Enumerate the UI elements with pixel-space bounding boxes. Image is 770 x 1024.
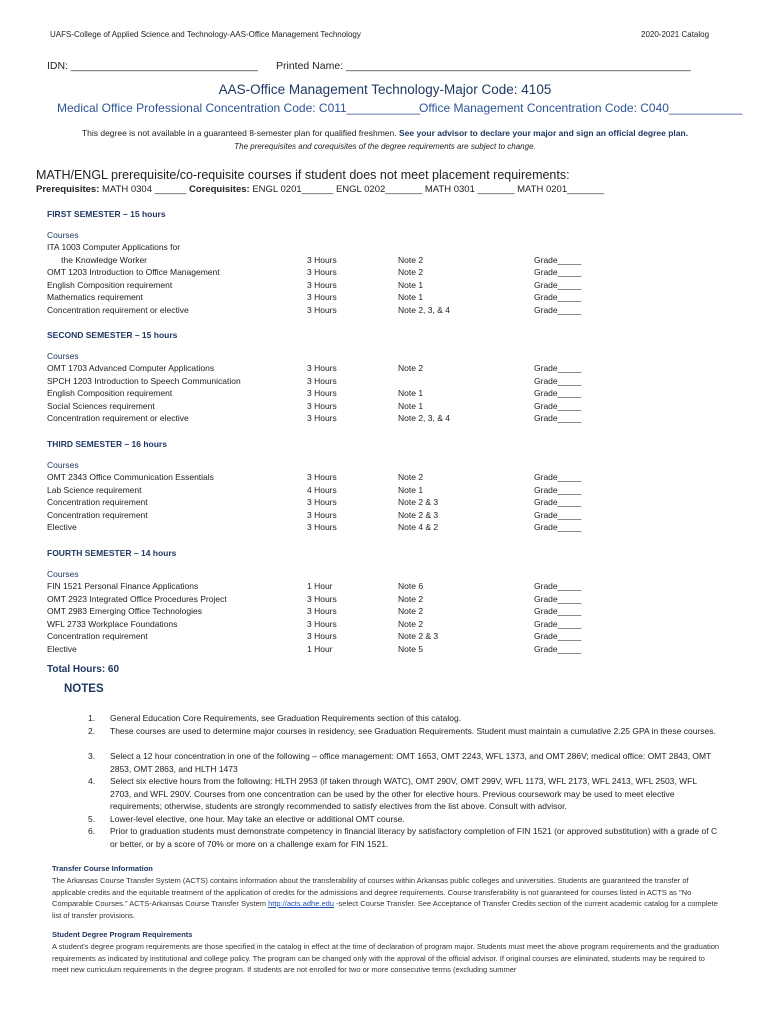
course-name: Concentration requirement <box>47 631 148 642</box>
course-hours: 3 Hours <box>307 267 337 278</box>
semester-title: THIRD SEMESTER – 16 hours <box>47 439 167 449</box>
course-name: OMT 1703 Advanced Computer Applications <box>47 363 215 373</box>
course-hours: 3 Hours <box>307 472 337 482</box>
course-hours: 3 Hours <box>307 509 337 520</box>
note-number: 3. <box>88 751 96 761</box>
course-hours: 4 Hours <box>307 484 337 495</box>
coreq-label: Corequisites: <box>188 184 250 195</box>
notice-advisor-text: See your advisor to declare your major and sign an official degree plan. <box>398 128 689 138</box>
course-note: Note 1 <box>398 292 424 303</box>
course-name: OMT 2343 Office Communication Essentials <box>47 472 214 482</box>
course-hours: 3 Hours <box>307 618 337 629</box>
notice-plain-text: This degree is not available in a guaranteed 8-semester plan for qualified freshmen. <box>81 128 397 138</box>
course-grade-field[interactable]: Grade_____ <box>534 254 582 265</box>
catalog-header-left: UAFS-College of Applied Science and Technology-AAS-Office Management Technology <box>50 30 361 39</box>
course-hours: 3 Hours <box>307 497 337 508</box>
course-name: Concentration requirement <box>47 497 148 508</box>
note-number: 6. <box>88 826 96 836</box>
course-grade-field[interactable]: Grade_____ <box>534 631 582 642</box>
course-name: OMT 1203 Introduction to Office Management <box>47 267 220 278</box>
degree-plan-notice <box>0 128 770 138</box>
prereq-label: Prerequisites: <box>36 184 100 195</box>
course-hours: 3 Hours <box>307 363 337 373</box>
notes-heading: NOTES <box>64 683 104 695</box>
total-hours: Total Hours: 60 <box>47 664 120 675</box>
student-requirements-heading: Student Degree Program Requirements <box>52 930 193 939</box>
catalog-header-right: 2020-2021 Catalog <box>641 30 710 39</box>
course-grade-field[interactable]: Grade_____ <box>534 497 582 508</box>
course-note: Note 5 <box>398 644 424 654</box>
course-hours: 3 Hours <box>307 522 337 533</box>
course-grade-field[interactable]: Grade_____ <box>534 522 582 533</box>
course-hours: 3 Hours <box>307 413 337 424</box>
course-grade-field[interactable]: Grade_____ <box>534 581 582 591</box>
course-note: Note 6 <box>398 581 424 591</box>
course-note: Note 2, 3, & 4 <box>398 413 450 424</box>
course-hours: 3 Hours <box>307 305 337 315</box>
idn-field[interactable]: IDN: ________________________________ <box>47 60 258 72</box>
course-note: Note 2 <box>398 606 424 617</box>
course-hours: 3 Hours <box>307 631 337 642</box>
course-grade-field[interactable]: Grade_____ <box>534 644 582 654</box>
note-number: 1. <box>88 713 96 723</box>
course-hours: 3 Hours <box>307 400 337 411</box>
course-name: English Composition requirement <box>47 279 173 290</box>
note-text: Select six elective hours from the following: HLTH 2953 (if taken through WATC), OMT 290V, OMT 299V, WFL 1173, WFL 2173, WFL 2413, WFL 2503, WFL 2703, and WFL 290V. Courses from one concentration can be used by the other for elective hours. Previous coursework may be used to meet elective requirements; otherwise, students are strongly recommended to satisfy electives from the list above. Consult with advisor. <box>110 776 697 811</box>
course-name: the Knowledge Worker <box>47 254 148 265</box>
courses-label: Courses <box>47 351 79 361</box>
course-note: Note 2 <box>398 363 424 373</box>
course-note: Note 1 <box>398 388 424 399</box>
transfer-text: The Arkansas Course Transfer System (ACTS) contains information about the transferability of courses within Arkansas public colleges and universities. Students are guaranteed the transfer of applicable credits and the equitable treatment of the application of credits for the admissions and degree requirements. Course transferability is not guaranteed for courses listed in ACTS as "No Comparable Courses." ACTS-Arkansas Course Transfer System <box>52 876 692 908</box>
course-note: Note 2 & 3 <box>398 509 439 520</box>
office-concentration-code: Office Management Concentration Code: C040___________ <box>419 101 743 115</box>
course-name: Concentration requirement or elective <box>47 305 189 315</box>
course-grade-field[interactable]: Grade_____ <box>534 388 582 399</box>
prereq-value: MATH 0304 ______ <box>102 184 187 195</box>
course-name: Social Sciences requirement <box>47 400 155 411</box>
printed-name-field[interactable]: Printed Name: ___________________________________________________________ <box>276 60 691 72</box>
course-grade-field[interactable]: Grade_____ <box>534 618 582 629</box>
courses-label: Courses <box>47 230 79 240</box>
course-name: WFL 2733 Workplace Foundations <box>47 618 178 629</box>
coreq-value: ENGL 0201______ ENGL 0202_______ MATH 0301 _______ MATH 0201_______ <box>252 184 605 195</box>
note-text: These courses are used to determine major courses in residency, see Graduation Requirements. Student must maintain a cumulative 2.25 GPA in these courses. <box>110 726 716 736</box>
course-name: Elective <box>47 644 77 654</box>
course-grade-field[interactable]: Grade_____ <box>534 593 582 604</box>
course-note: Note 1 <box>398 279 424 290</box>
course-grade-field[interactable]: Grade_____ <box>534 472 582 482</box>
student-requirements-paragraph: A student's degree program requirements are those specified in the catalog in effect at the time of declaration of program major. Students must meet the above program requirements and the graduation requirements as indicated by institutional and college policy. The program can be changed only with the approval of the official advisor. If original courses are eliminated, students may be required to meet new curriculum requirements in the degree program. If students are not enrolled for two or more consecutive terms (excluding summer <box>52 942 720 974</box>
semester-title: FIRST SEMESTER – 15 hours <box>47 209 166 219</box>
course-name: Mathematics requirement <box>47 292 143 303</box>
course-grade-field[interactable]: Grade_____ <box>534 292 582 303</box>
course-note: Note 4 & 2 <box>398 522 439 533</box>
course-grade-field[interactable]: Grade_____ <box>534 413 582 424</box>
transfer-text-end: -select Course Transfer. See Acceptance of Transfer Credits section of the current academic catalog for a complete list of transfer provisions. <box>52 899 718 920</box>
courses-label: Courses <box>47 460 79 470</box>
courses-label: Courses <box>47 569 79 579</box>
course-hours: 3 Hours <box>307 279 337 290</box>
course-name: OMT 2983 Emerging Office Technologies <box>47 606 202 617</box>
course-name: Lab Science requirement <box>47 484 142 495</box>
course-name: Concentration requirement or elective <box>47 413 189 424</box>
course-grade-field[interactable]: Grade_____ <box>534 279 582 290</box>
semester-title: SECOND SEMESTER – 15 hours <box>47 330 178 340</box>
course-hours: 1 Hour <box>307 644 333 654</box>
transfer-paragraph <box>52 875 722 921</box>
course-name: SPCH 1203 Introduction to Speech Communication <box>47 375 241 386</box>
course-hours: 1 Hour <box>307 581 333 591</box>
page-title: AAS-Office Management Technology-Major Code: 4105 <box>218 82 552 97</box>
course-note: Note 2 <box>398 254 424 265</box>
note-text: General Education Core Requirements, see Graduation Requirements section of this catalog. <box>110 713 462 723</box>
note-text: Prior to graduation students must demonstrate competency in financial literacy by satisfactory completion of FIN 1521 (or approved substitution) with a grade of C or better, or by a score of 70% or more on a challenge exam for FIN 1521. <box>110 826 718 849</box>
course-note: Note 2 & 3 <box>398 497 439 508</box>
course-note: Note 1 <box>398 400 424 411</box>
prereq-coreq-line <box>36 184 604 195</box>
course-note: Note 2 <box>398 472 424 482</box>
acts-link[interactable]: http://acts.adhe.edu <box>268 899 334 908</box>
transfer-heading: Transfer Course Information <box>52 864 153 873</box>
note-text: Select a 12 hour concentration in one of the following – office management: OMT 1653, OMT 2243, WFL 1373, and OMT 286V; medical office: OMT 2843, OMT 2853, OMT 2863, and HLTH 1473 <box>110 751 712 774</box>
course-grade-field[interactable]: Grade_____ <box>534 363 582 373</box>
course-hours: 3 Hours <box>307 388 337 399</box>
course-hours: 3 Hours <box>307 292 337 303</box>
note-number: 5. <box>88 814 96 824</box>
course-note: Note 2 & 3 <box>398 631 439 642</box>
course-hours: 3 Hours <box>307 593 337 604</box>
course-name: Concentration requirement <box>47 509 148 520</box>
medical-concentration-code: Medical Office Professional Concentration Code: C011___________ <box>57 101 421 115</box>
course-hours: 3 Hours <box>307 375 337 386</box>
course-name: FIN 1521 Personal Finance Applications <box>47 581 199 591</box>
math-engl-heading: MATH/ENGL prerequisite/co-requisite courses if student does not meet placement requirements: <box>36 168 570 182</box>
note-number: 2. <box>88 726 96 736</box>
course-grade-field[interactable]: Grade_____ <box>534 509 582 520</box>
course-note: Note 2 <box>398 618 424 629</box>
course-name: ITA 1003 Computer Applications for <box>47 242 181 252</box>
course-note: Note 2, 3, & 4 <box>398 305 450 315</box>
course-grade-field[interactable]: Grade_____ <box>534 375 582 386</box>
course-grade-field[interactable]: Grade_____ <box>534 606 582 617</box>
course-note: Note 2 <box>398 593 424 604</box>
course-hours: 3 Hours <box>307 606 337 617</box>
course-name: Elective <box>47 522 77 533</box>
course-name: OMT 2923 Integrated Office Procedures Project <box>47 593 227 604</box>
notice-subject-to-change: The prerequisites and corequisites of the degree requirements are subject to change. <box>234 142 536 151</box>
course-note: Note 2 <box>398 267 424 278</box>
course-grade-field[interactable]: Grade_____ <box>534 305 582 315</box>
note-text: Lower-level elective, one hour. May take an elective or additional OMT course. <box>110 814 405 824</box>
course-hours: 3 Hours <box>307 254 337 265</box>
semester-title: FOURTH SEMESTER – 14 hours <box>47 548 177 558</box>
note-number: 4. <box>88 776 96 786</box>
course-grade-field[interactable]: Grade_____ <box>534 400 582 411</box>
course-grade-field[interactable]: Grade_____ <box>534 484 582 495</box>
course-grade-field[interactable]: Grade_____ <box>534 267 582 278</box>
course-note: Note 1 <box>398 484 424 495</box>
course-name: English Composition requirement <box>47 388 173 399</box>
